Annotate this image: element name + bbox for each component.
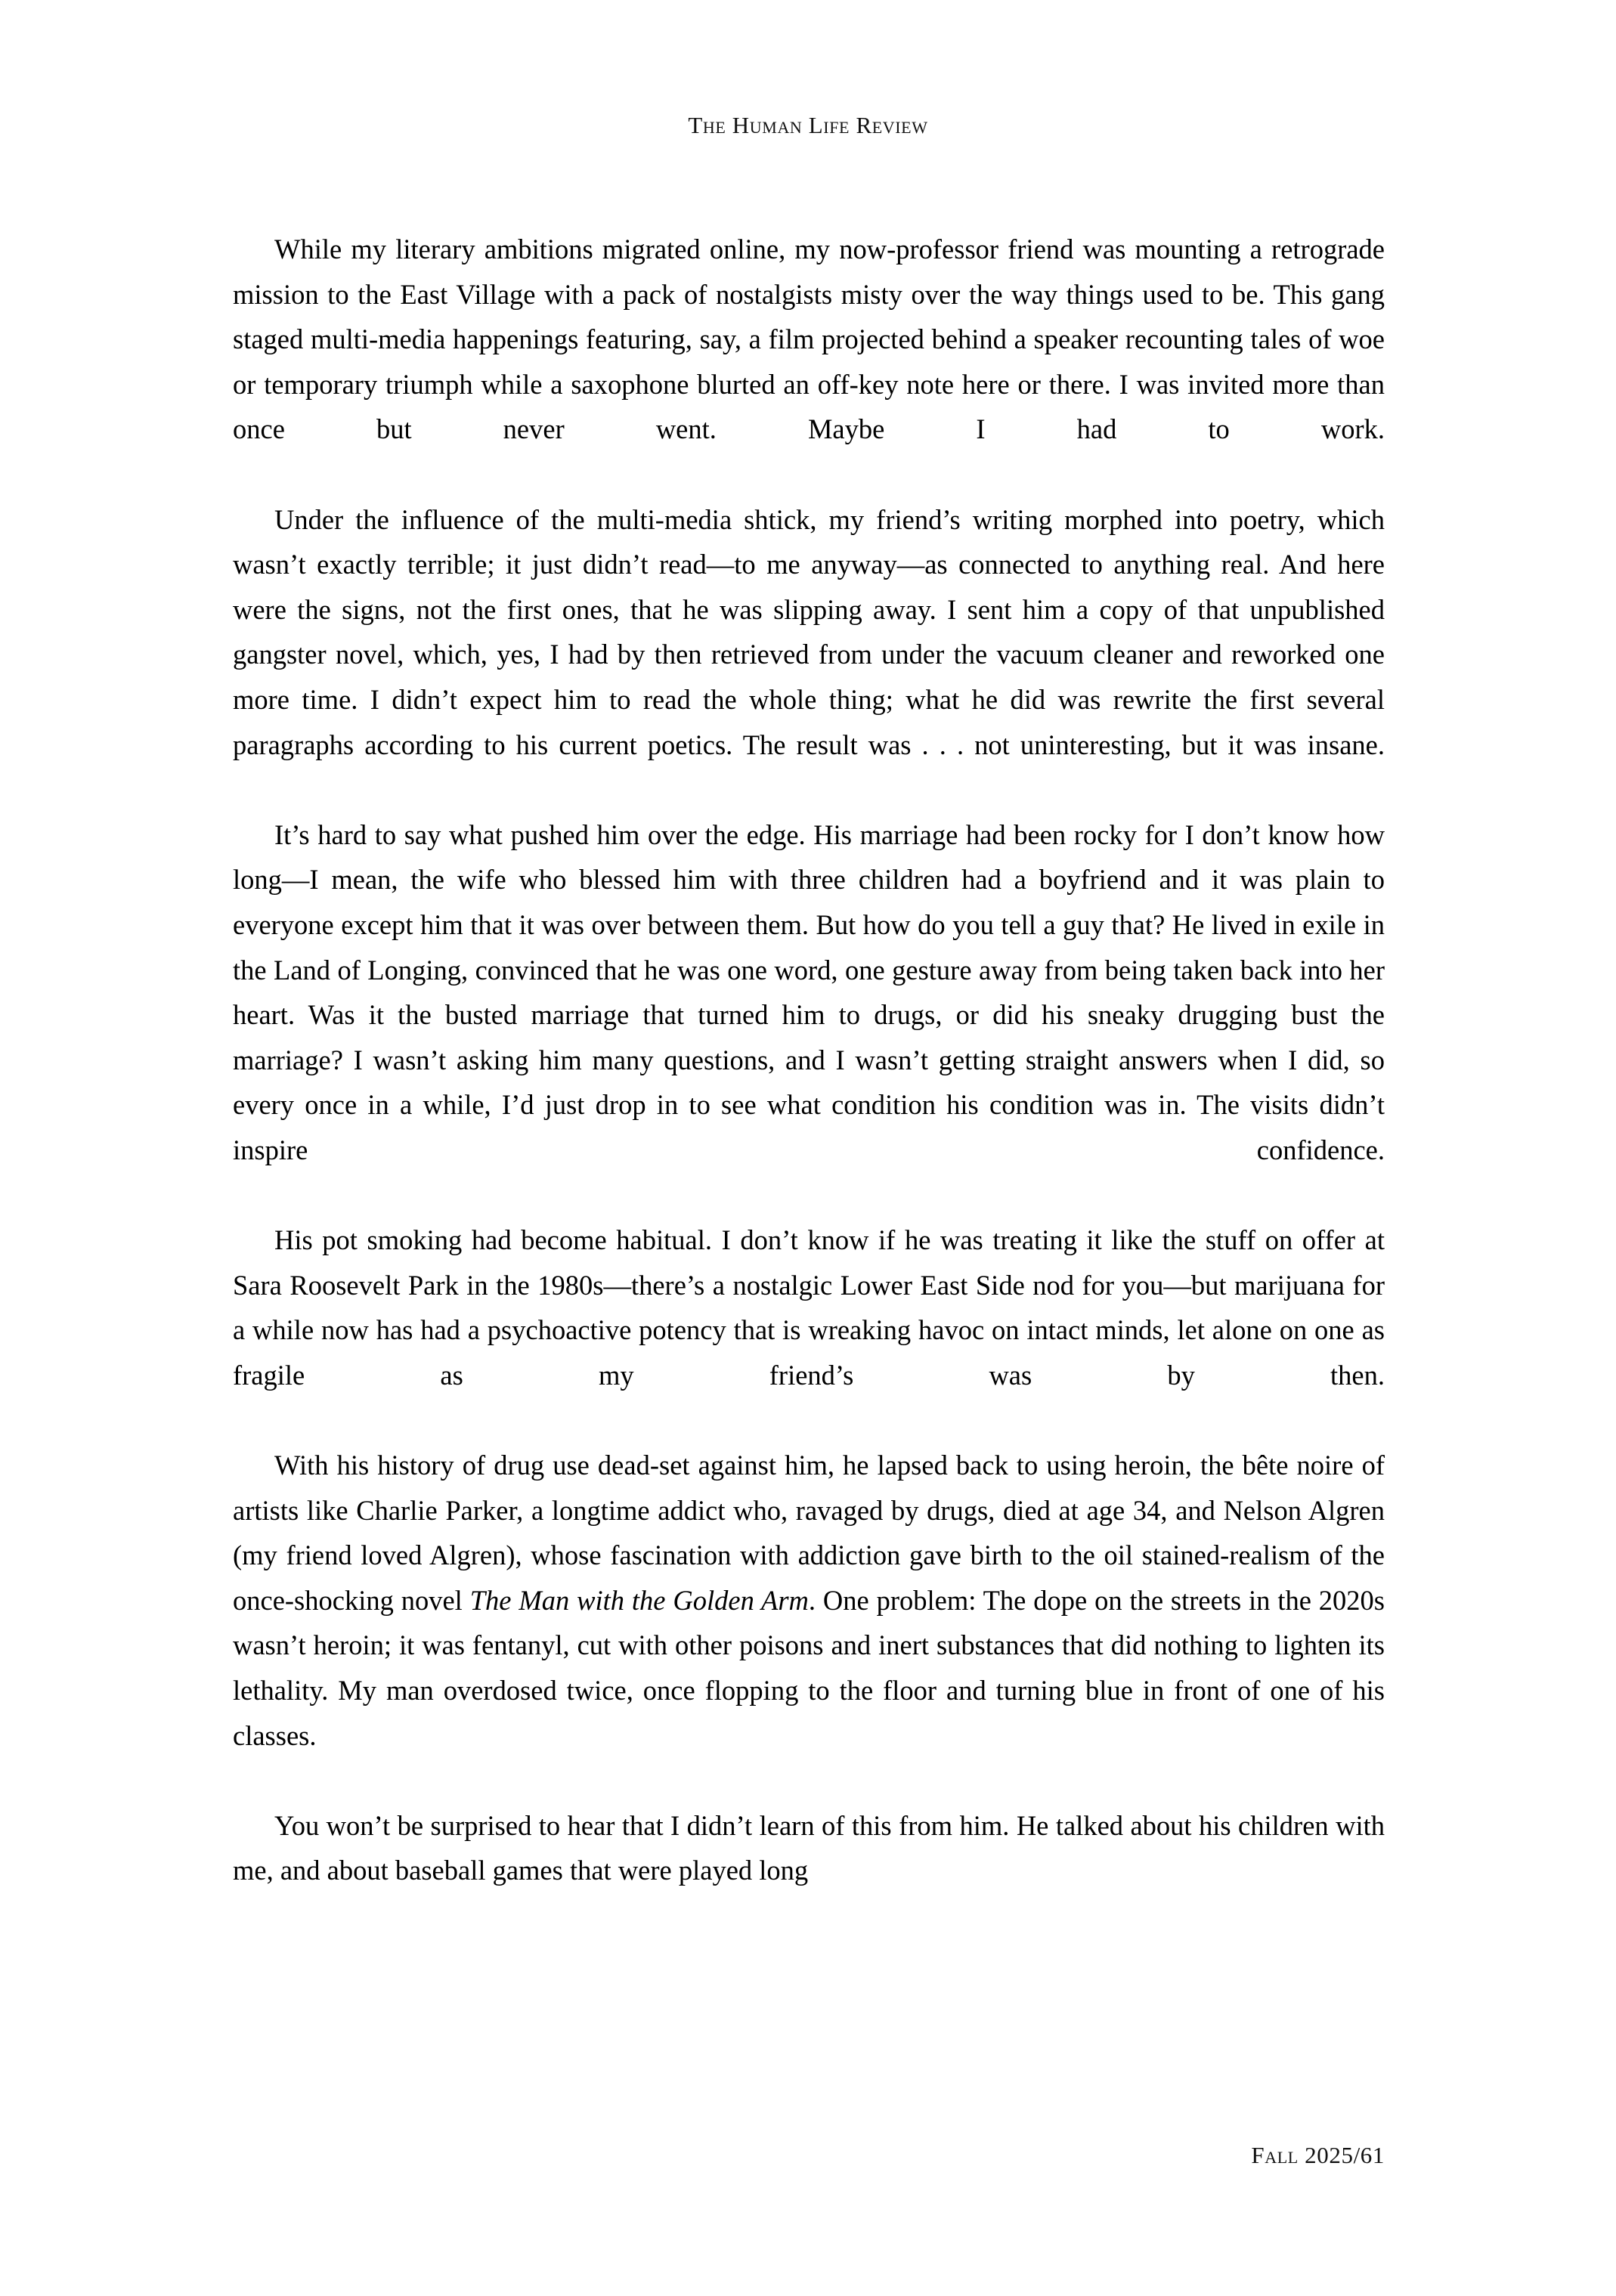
running-head: The Human Life Review [688,112,928,138]
paragraph-2: Under the influence of the multi-media shtick, my friend’s writing morphed into poetry, which wasn’t exactly terrible; it just didn’t read—to me anyway—as connected to anything real. And here were the signs, not the first ones, that he was slipping away. I sent him a copy of that unpublished gangster novel, which, yes, I had by then retrieved from under the vacuum cleaner and reworked one more time. I didn’t expect him to read the whole thing; what he did was rewrite the first several paragraphs according to his current poetics. The result was . . . not uninteresting, but it was insane. [233,503,1385,760]
paragraph-4: His pot smoking had become habitual. I don’t know if he was treating it like the stuff on offer at Sara Roosevelt Park in the 1980s—there’s a nostalgic Lower East Side nod for you—but marijuana for a while now has had a psychoactive potency that is wreaking havoc on intact minds, let alone on one as fragile as my friend’s was by then. [233,1224,1385,1391]
page-folio: Fall 2025/61 [1251,2142,1385,2168]
paragraph-6: You won’t be surprised to hear that I didn’t learn of this from him. He talked about his children with me, and about baseball games that were played long [233,1809,1385,1886]
paragraph-5: With his history of drug use dead-set against him, he lapsed back to using heroin, the bête noire of artists like Charlie Parker, a longtime addict who, ravaged by drugs, died at age 34, and Nelson Algren (my friend loved Algren), whose fascination with addiction gave birth to the oil stained-realism of the once-shocking novel The Man with the Golden Arm. One problem: The dope on the streets in the 2020s wasn’t heroin; it was fentanyl, cut with other poisons and inert substances that did nothing to lighten its lethality. My man overdosed twice, once flopping to the floor and turning blue in front of one of his classes. [233,1450,1385,1751]
body-text-column [233,227,1385,1893]
paragraph-3: It’s hard to say what pushed him over the edge. His marriage had been rocky for I don’t know how long—I mean, the wife who blessed him with three children had a boyfriend and it was plain to everyone except him that it was over between them. But how do you tell a guy that? He lived in exile in the Land of Longing, convinced that he was one word, one gesture away from being taken back into her heart. Was it the busted marriage that turned him to drugs, or did his sneaky drugging bust the marriage? I wasn’t asking him many questions, and I wasn’t getting straight answers when I did, so every once in a while, I’d just drop in to see what condition his condition was in. The visits didn’t inspire confidence. [233,818,1385,1165]
book-title: The Man with the Golden Arm [469,1584,809,1616]
paragraph-1: While my literary ambitions migrated online, my now-professor friend was mounting a retrograde mission to the East Village with a pack of nostalgists misty over the way things used to be. This gang staged multi-media happenings featuring, say, a film projected behind a speaker recounting tales of woe or temporary triumph while a saxophone blurted an off-key note here or there. I was invited more than once but never went. Maybe I had to work. [233,234,1385,445]
